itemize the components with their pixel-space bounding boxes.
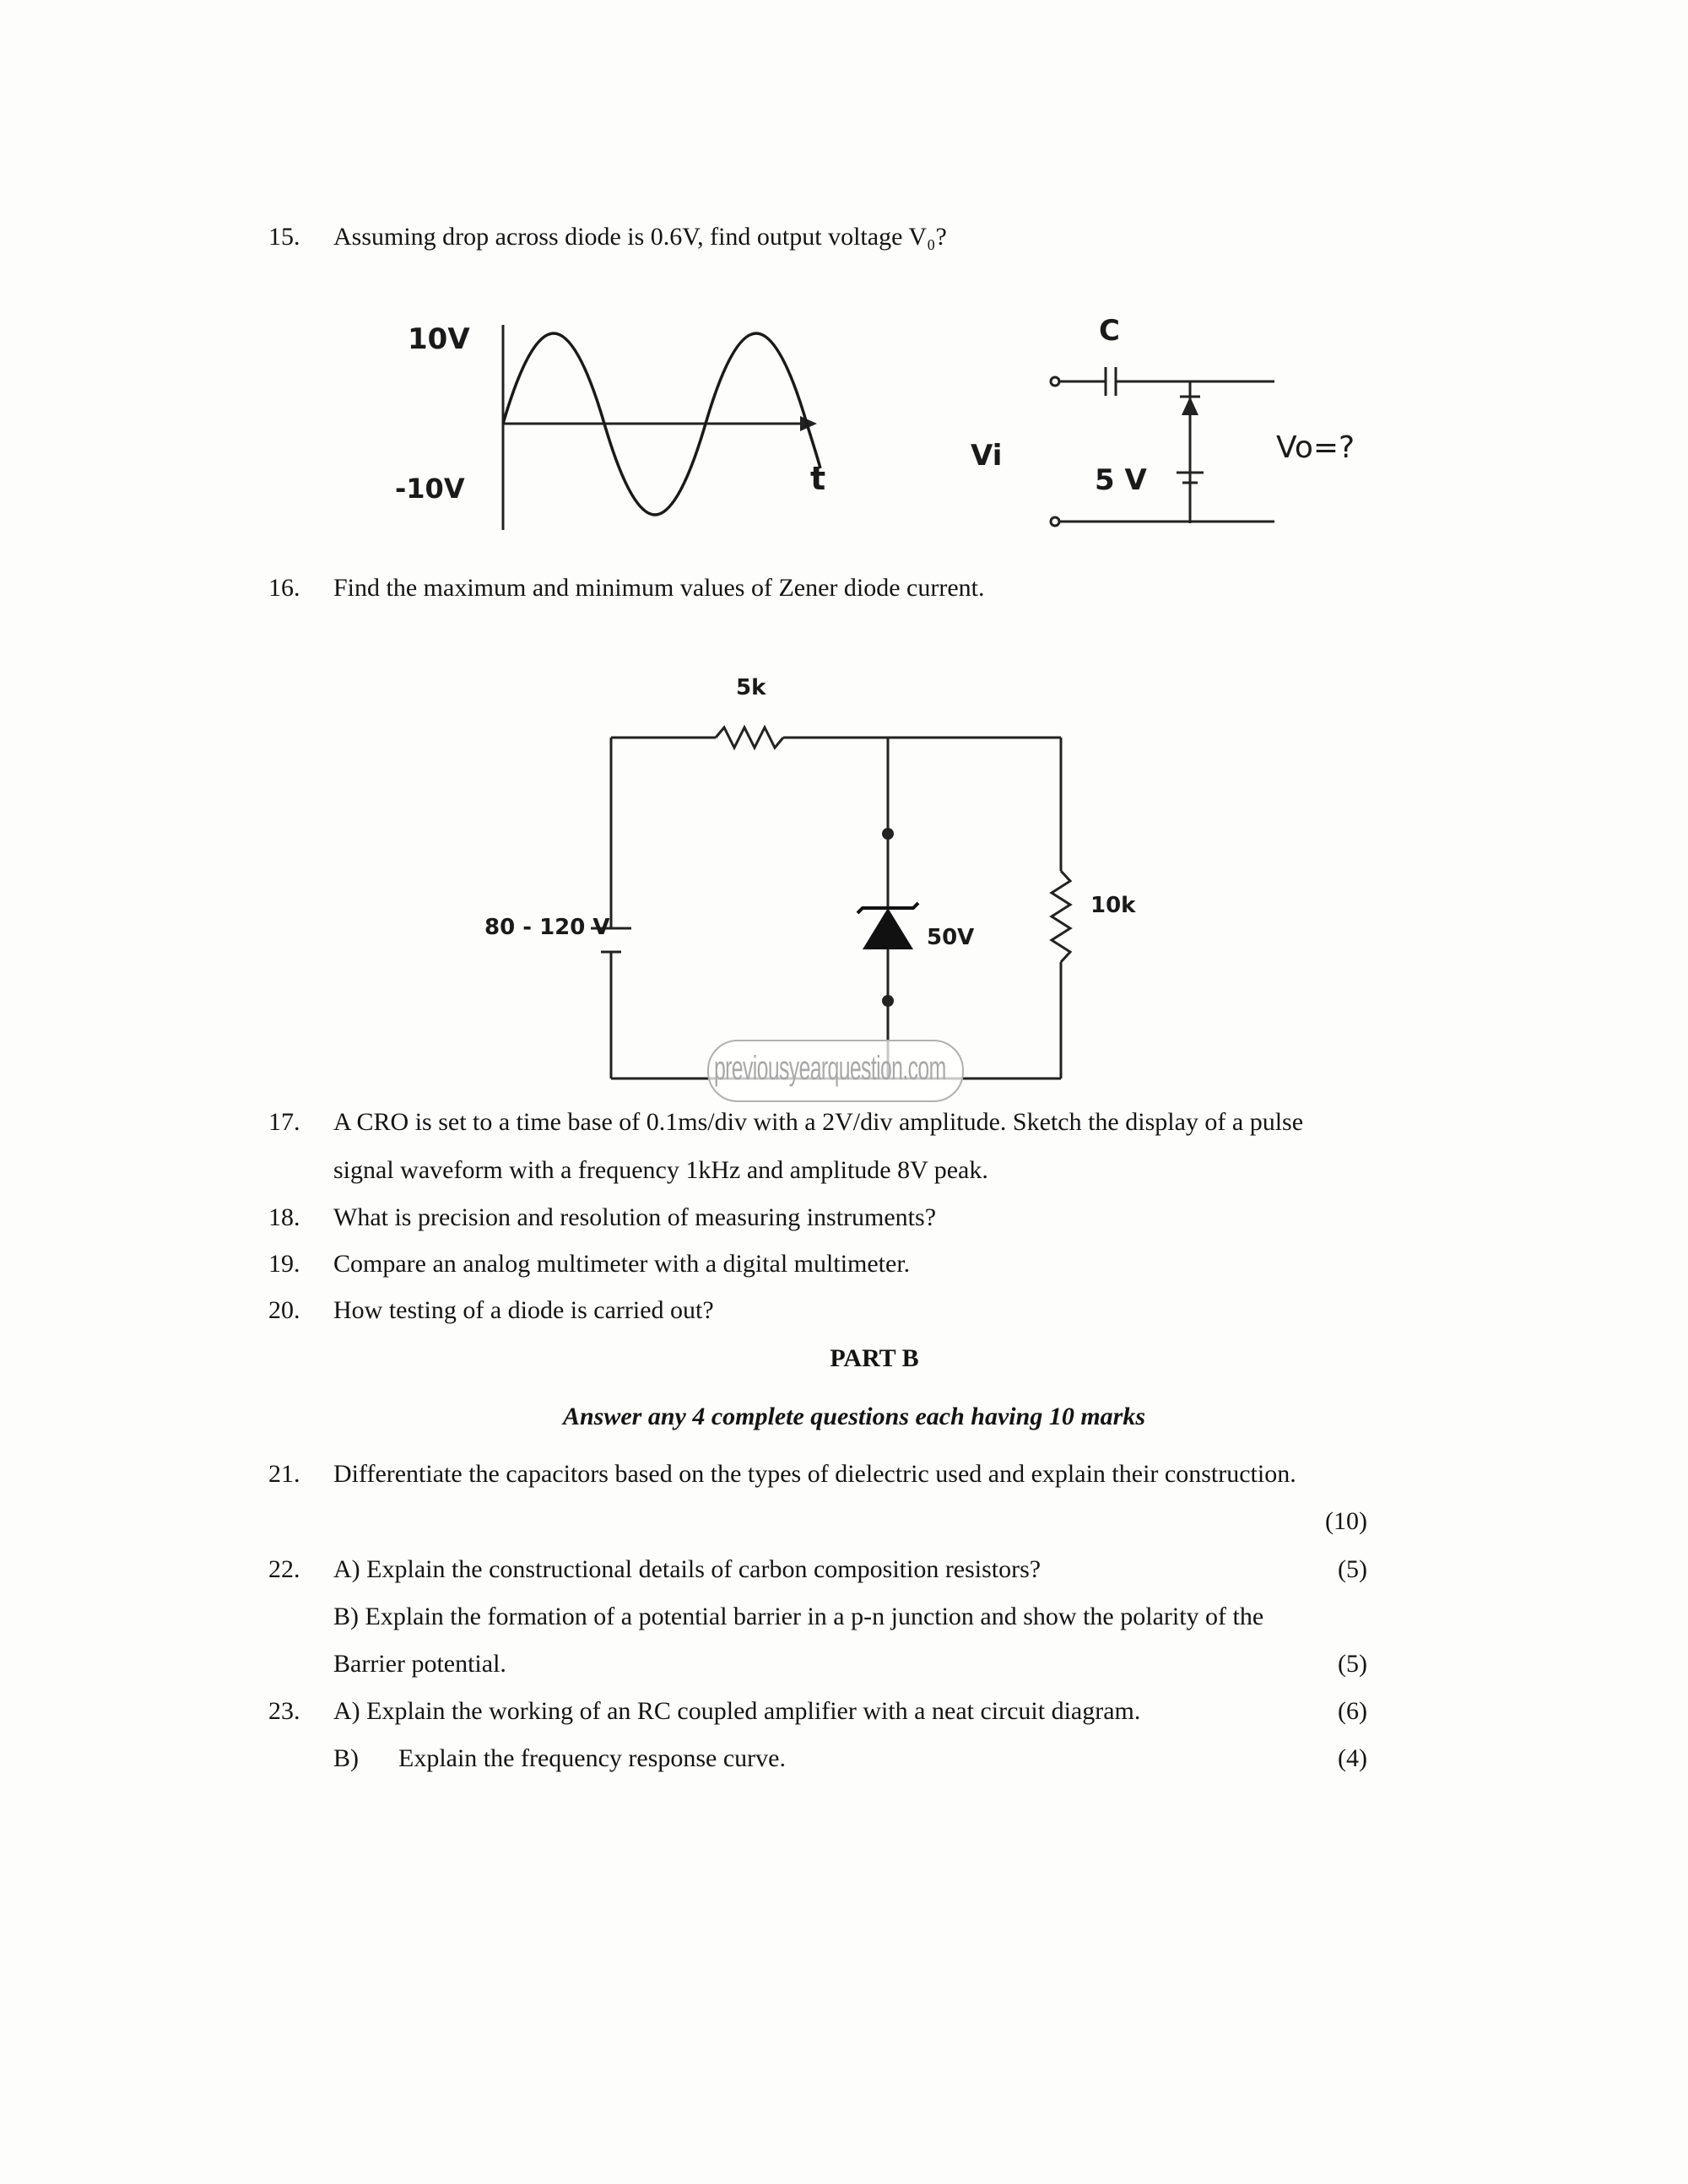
- input-voltage-label: Vi: [971, 439, 1003, 473]
- capacitor-label: C: [1099, 314, 1120, 348]
- question-number: 16.: [268, 574, 300, 602]
- question-number: 23.: [268, 1697, 300, 1725]
- question-text: Assuming drop across diode is 0.6V, find output voltage V₀?: [333, 223, 947, 251]
- question-text: How testing of a diode is carried out?: [333, 1296, 714, 1324]
- battery-label: 5 V: [1095, 463, 1147, 497]
- section-heading: PART B: [830, 1344, 919, 1372]
- question-text: Compare an analog multimeter with a digital multimeter.: [333, 1250, 911, 1278]
- question-text: A) Explain the working of an RC coupled amplifier with a neat circuit diagram.: [333, 1697, 1141, 1725]
- wave-axis-label: t: [810, 460, 826, 497]
- question-text: Find the maximum and minimum values of Zener diode current.: [333, 574, 985, 602]
- section-instruction: Answer any 4 complete questions each having 10 marks: [562, 1403, 1146, 1430]
- resistor-label: 5k: [736, 675, 766, 700]
- zener-diode: [863, 908, 913, 949]
- zener-label: 50V: [927, 925, 975, 950]
- question-text-continued: signal waveform with a frequency 1kHz and amplitude 8V peak.: [333, 1156, 988, 1184]
- sine-wave: [503, 333, 820, 515]
- resistor-10k: [1052, 871, 1070, 962]
- question-text: What is precision and resolution of measuring instruments?: [333, 1203, 937, 1231]
- question-text: Explain the frequency response curve.: [398, 1744, 786, 1772]
- question-marks: (5): [1338, 1555, 1367, 1583]
- question-marks: (5): [1338, 1650, 1367, 1678]
- watermark: [707, 1040, 964, 1102]
- load-label: 10k: [1090, 893, 1136, 918]
- question-number: 18.: [268, 1203, 300, 1231]
- wave-top-label: 10V: [408, 322, 470, 356]
- question-number: 22.: [268, 1555, 300, 1583]
- question-number: 19.: [268, 1250, 300, 1278]
- question-text: A) Explain the constructional details of carbon composition resistors?: [333, 1555, 1041, 1583]
- question-text: A CRO is set to a time base of 0.1ms/div with a 2V/div amplitude. Sketch the display of a pulse: [333, 1108, 1304, 1136]
- question-text: Differentiate the capacitors based on the types of dielectric used and explain their construction.: [333, 1460, 1296, 1488]
- question-marks: (10): [1325, 1507, 1367, 1535]
- question-number: 17.: [268, 1108, 300, 1136]
- source-label: 80 - 120 V: [484, 915, 610, 940]
- output-voltage-label: Vo=?: [1276, 430, 1355, 465]
- question-subpart-letter: B): [333, 1744, 359, 1772]
- question-text-continued: Barrier potential.: [333, 1650, 506, 1678]
- question-text: B) Explain the formation of a potential barrier in a p-n junction and show the polarity of the: [333, 1603, 1264, 1630]
- question-number: 15.: [268, 223, 300, 251]
- wave-bottom-label: -10V: [395, 473, 465, 505]
- question-number: 21.: [268, 1460, 300, 1488]
- question-marks: (6): [1338, 1697, 1367, 1725]
- question-number: 20.: [268, 1296, 300, 1324]
- resistor-5k: [716, 727, 783, 748]
- question-marks: (4): [1338, 1744, 1367, 1772]
- watermark-text: previousyearquestion.com: [714, 1050, 946, 1087]
